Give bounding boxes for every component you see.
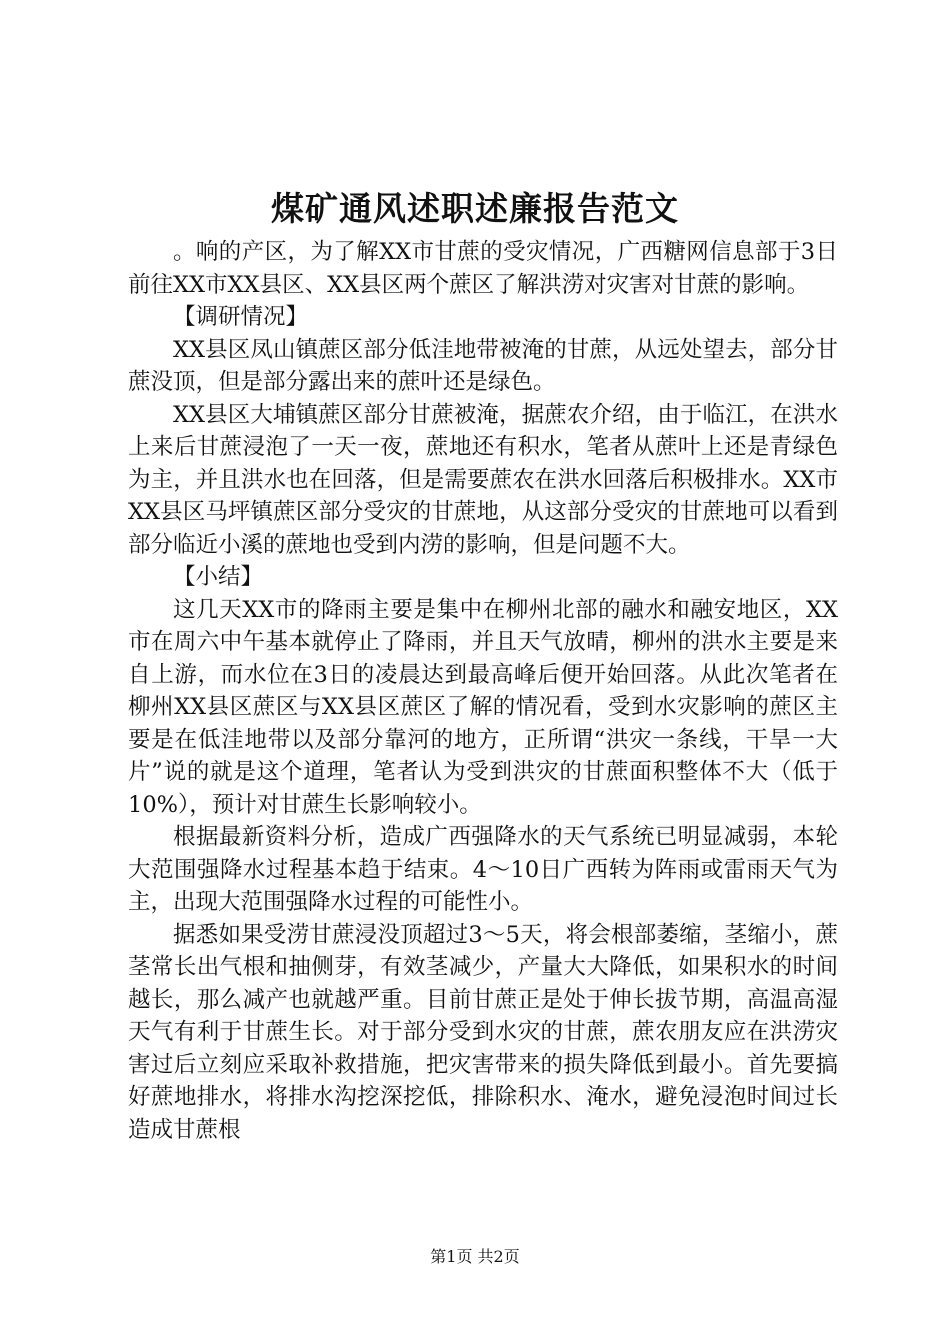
paragraph-rainfall: 这几天XX市的降雨主要是集中在柳州北部的融水和融安地区，XX市在周六中午基本就停止了降雨，并且天气放晴，柳州的洪水主要是来自上游，而水位在3日的凌晨达到最高峰后便开始回落。从此次笔者在柳州XX县区蔗区与XX县区蔗区了解的情况看，受到水灾影响的蔗区主要是在低洼地带以及部分靠河的地方，正所谓“洪灾一条线，干旱一大片”说的就是这个道理，笔者认为受到洪灾的甘蔗面积整体不大（低于10%），预计对甘蔗生长影响较小。 — [128, 596, 838, 818]
paragraph-intro: 。响的产区，为了解XX市甘蔗的受灾情况，广西糖网信息部于3日前往XX市XX县区、XX县区两个蔗区了解洪涝对灾害对甘蔗的影响。 — [128, 239, 838, 298]
paragraph-fengshan: XX县区凤山镇蔗区部分低洼地带被淹的甘蔗，从远处望去，部分甘蔗没顶，但是部分露出来的蔗叶还是绿色。 — [128, 336, 838, 395]
paragraph-dapu: XX县区大埔镇蔗区部分甘蔗被淹，据蔗农介绍，由于临江，在洪水上来后甘蔗浸泡了一天一夜，蔗地还有积水，笔者从蔗叶上还是青绿色为主，并且洪水也在回落，但是需要蔗农在洪水回落后积极排水。XX市XX县区马坪镇蔗区部分受灾的甘蔗地，从这部分受灾的甘蔗地可以看到部分临近小溪的蔗地也受到内涝的影响，但是问题不大。 — [128, 401, 838, 558]
paragraph-forecast: 根据最新资料分析，造成广西强降水的天气系统已明显减弱，本轮大范围强降水过程基本趋于结束。4～10日广西转为阵雨或雷雨天气为主，出现大范围强降水过程的可能性小。 — [128, 824, 838, 915]
document-title: 煤矿通风述职述廉报告范文 — [271, 189, 679, 228]
paragraph-advice: 据悉如果受涝甘蔗浸没顶超过3～5天，将会根部萎缩，茎缩小，蔗茎常长出气根和抽侧芽，有效茎减少，产量大大降低，如果积水的时间越长，那么减产也就越严重。目前甘蔗正是处于伸长拔节期，高温高湿天气有利于甘蔗生长。对于部分受到水灾的甘蔗，蔗农朋友应在洪涝灾害过后立刻应采取补救措施，把灾害带来的损失降低到最小。首先要搞好蔗地排水，将排水沟挖深挖低，排除积水、淹水，避免浸泡时间过长造成甘蔗根 — [128, 921, 838, 1143]
section-heading-summary: 【小结】 — [173, 564, 264, 590]
page-footer: 第1页 共2页 — [430, 1247, 520, 1266]
section-heading-research: 【调研情况】 — [173, 304, 309, 330]
document-body — [128, 236, 838, 1146]
